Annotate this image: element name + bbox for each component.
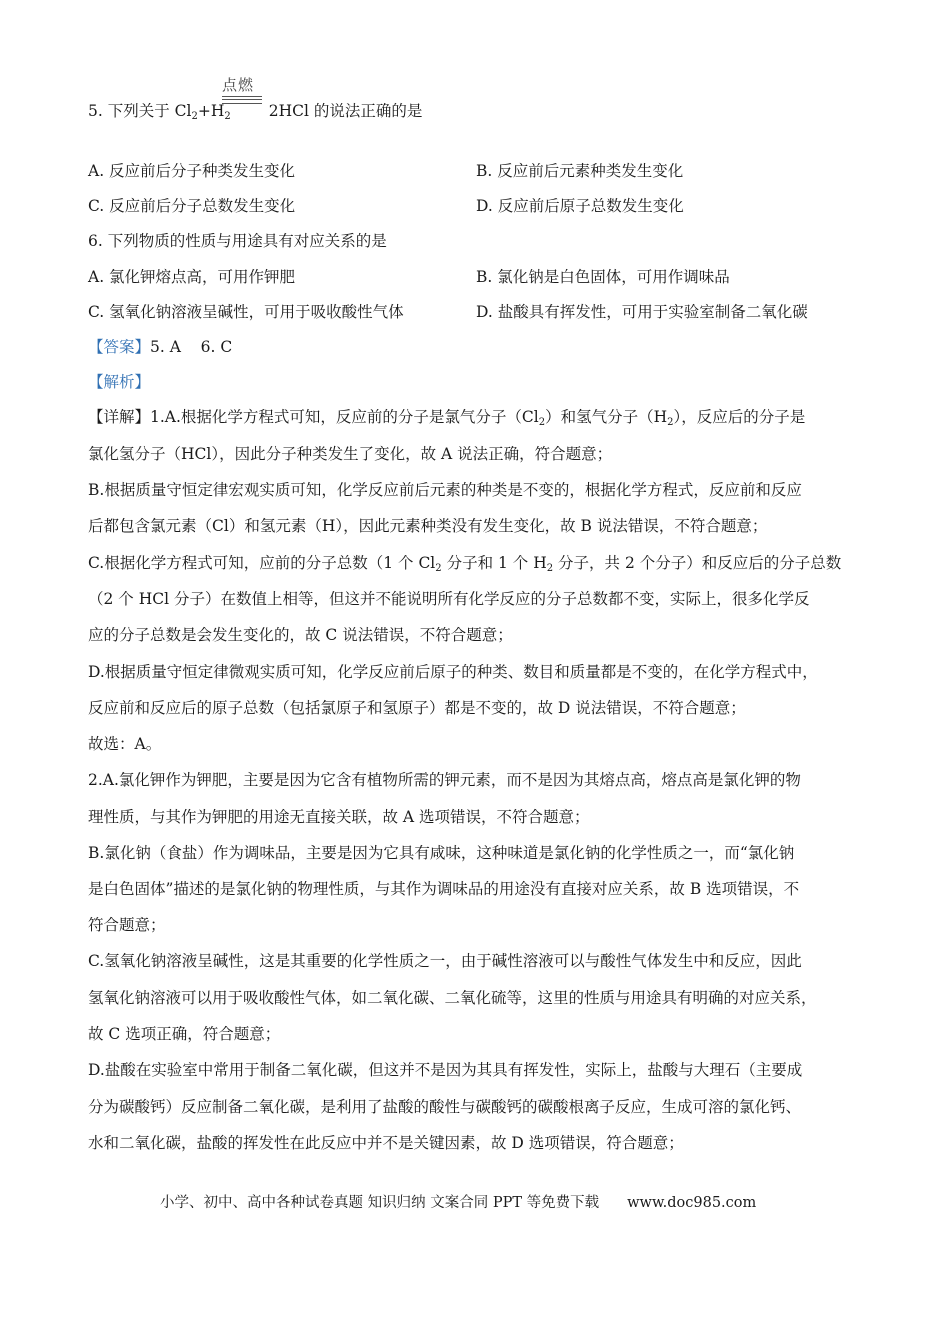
answer-text: 5. A 6. C [150,338,233,356]
question-5-stem: 5. 下列关于 $Cl_2+H_2$ 2HCl 的说法正确的是 [88,102,423,122]
footer-text: 小学、初中、高中各种试卷真题 知识归纳 文案合同 PPT 等免费下载 [160,1195,600,1211]
detail-q5-b-line2: 后都包含氯元素（Cl）和氢元素（H），因此元素种类没有发生变化，故 B 说法错误，不符合题意； [88,517,768,535]
detail-q6-c-line1: C.氢氧化钠溶液呈碱性，这是其重要的化学性质之一，由于碱性溶液可以与酸性气体发生中和反应，因此 [88,952,802,970]
detail-q5-b-line1: B.根据质量守恒定律宏观实质可知，化学反应前后元素的种类是不变的，根据化学方程式，反应前和反应 [88,481,802,499]
detail-q6-c-line3: 故 C 选项正确，符合题意； [88,1025,281,1043]
detail-q5-c-line2: （2 个 HCl 分子）在数值上相等，但这并不能说明所有化学反应的分子总数都不变，实际上，很多化学反 [88,590,810,608]
detail-q5-d-line1: D.根据质量守恒定律微观实质可知，化学反应前后原子的种类、数目和质量都是不变的，在化学方程式中， [88,663,818,681]
analysis-tag: 【解析】 [88,373,151,391]
detail-q6-d-line1: D.盐酸在实验室中常用于制备二氧化碳，但这并不是因为其具有挥发性，实际上，盐酸与大理石（主要成 [88,1061,803,1079]
q6-option-a: A. 氯化钾熔点高，可用作钾肥 [88,268,296,286]
q6-option-b: B. 氯化钠是白色固体，可用作调味品 [476,268,730,286]
q6-option-d: D. 盐酸具有挥发性，可用于实验室制备二氧化碳 [476,303,808,321]
q5-option-c: C. 反应前后分子总数发生变化 [88,197,296,215]
q5-option-b: B. 反应前后元素种类发生变化 [476,162,684,180]
detail-q6-d-line3: 水和二氧化碳，盐酸的挥发性在此反应中并不是关键因素，故 D 选项错误，符合题意； [88,1134,684,1152]
detail-q5-choose: 故选：A。 [88,735,162,753]
detail-q5-d-line2: 反应前和反应后的原子总数（包括氯原子和氢原子）都是不变的，故 D 说法错误，不符合题意； [88,699,746,717]
detail-q6-a-line2: 理性质，与其作为钾肥的用途无直接关联，故 A 选项错误，不符合题意； [88,808,590,826]
q5-option-a: A. 反应前后分子种类发生变化 [88,162,296,180]
question-6-stem: 6. 下列物质的性质与用途具有对应关系的是 [88,232,387,250]
detail-q5-c-line3: 应的分子总数是会发生变化的，故 C 说法错误，不符合题意； [88,626,513,644]
detail-q6-d-line2: 分为碳酸钙）反应制备二氧化碳，是利用了盐酸的酸性与碳酸钙的碳酸根离子反应，生成可溶的氯化钙、 [88,1098,802,1116]
detail-q5-a-line2: 氯化氢分子（HCl），因此分子种类发生了变化，故 A 说法正确，符合题意； [88,445,613,463]
answer-tag: 【答案】 [88,338,151,356]
detail-q5-c-line1: C.根据化学方程式可知，应前的分子总数（1 个 $Cl_2$ 分子和 1 个 $H_2$ 分子，共 2 个分子）和反应后的分子总数 [88,554,842,574]
detail-tag: 【详解】 [88,408,151,426]
q5-option-d: D. 反应前后原子总数发生变化 [476,197,684,215]
q6-option-c: C. 氢氧化钠溶液呈碱性，可用于吸收酸性气体 [88,303,404,321]
reaction-condition: 点燃 [222,76,255,94]
page-footer [160,1191,756,1212]
analysis-line [88,371,150,393]
detail-q6-c-line2: 氢氧化钠溶液可以用于吸收酸性气体，如二氧化碳、二氧化硫等，这里的性质与用途具有明确的对应关系， [88,989,817,1007]
detail-q6-b-line3: 符合题意； [88,916,166,934]
answer-line [88,336,232,358]
detail-q6-b-line1: B.氯化钠（食盐）作为调味品，主要是因为它具有咸味，这种味道是氯化钠的化学性质之一，而“氯化钠 [88,844,795,862]
detail-q6-a-line1: 2.A.氯化钾作为钾肥，主要是因为它含有植物所需的钾元素，而不是因为其熔点高，熔点高是氯化钾的物 [88,771,801,789]
detail-q5-a-line1: 【详解】1.A.根据化学方程式可知，反应前的分子是氯气分子$(Cl_2)$和氢气分子$(H_2)$，反应后的分子是 [88,408,806,428]
footer-url[interactable]: www.doc985.com [627,1195,757,1211]
detail-q6-b-line2: 是白色固体”描述的是氯化钠的物理性质，与其作为调味品的用途没有直接对应关系，故 B 选项错误，不 [88,880,800,898]
